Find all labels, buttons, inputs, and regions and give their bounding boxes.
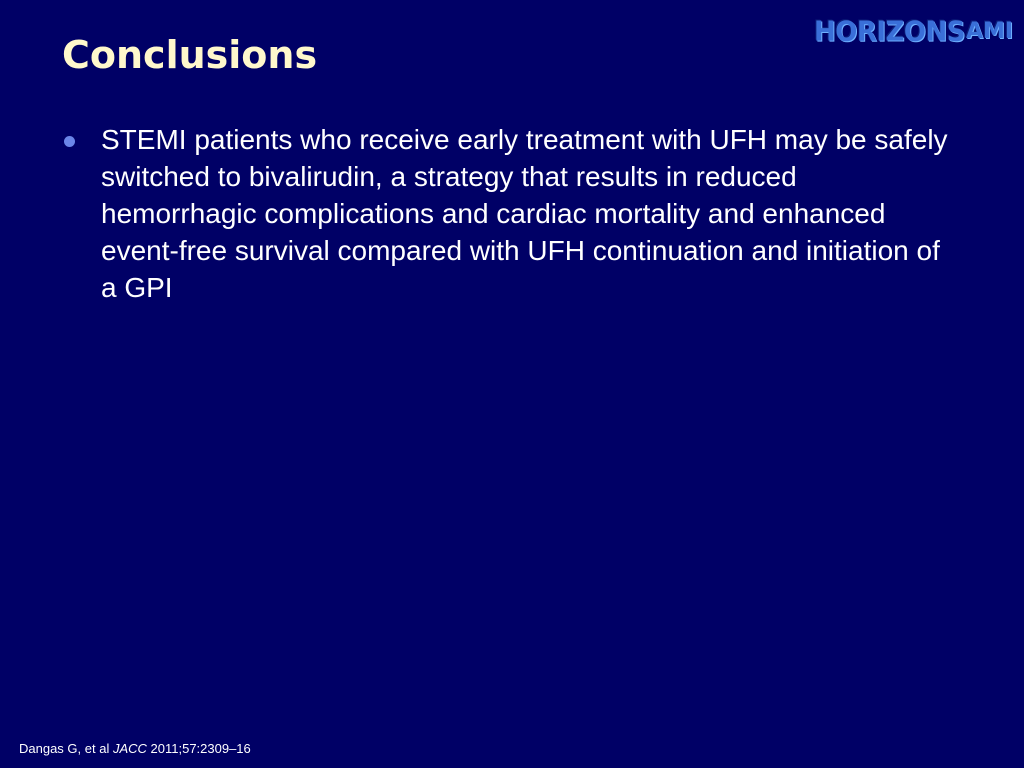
logo-sub-text: AMI bbox=[966, 19, 1014, 44]
footer-citation bbox=[19, 741, 251, 756]
logo-main-text: HORIZONS bbox=[814, 16, 965, 48]
footer-reference: 2011;57:2309–16 bbox=[146, 741, 251, 756]
footer-journal: JACC bbox=[112, 741, 147, 756]
bullet-dot-icon bbox=[64, 136, 75, 147]
footer-authors: Dangas G, et al bbox=[19, 741, 113, 756]
bullet-text: STEMI patients who receive early treatment with UFH may be safely switched to bivalirudin, a strategy that results in reduced hemorrhagic complications and cardiac mortality and enhanced event-free survival compared with UFH continuation and initiation of a GPI bbox=[101, 124, 948, 303]
bullet-list bbox=[64, 121, 954, 306]
bullet-item bbox=[64, 121, 954, 306]
slide-title: Conclusions bbox=[62, 33, 318, 77]
horizons-ami-logo bbox=[814, 12, 1013, 52]
